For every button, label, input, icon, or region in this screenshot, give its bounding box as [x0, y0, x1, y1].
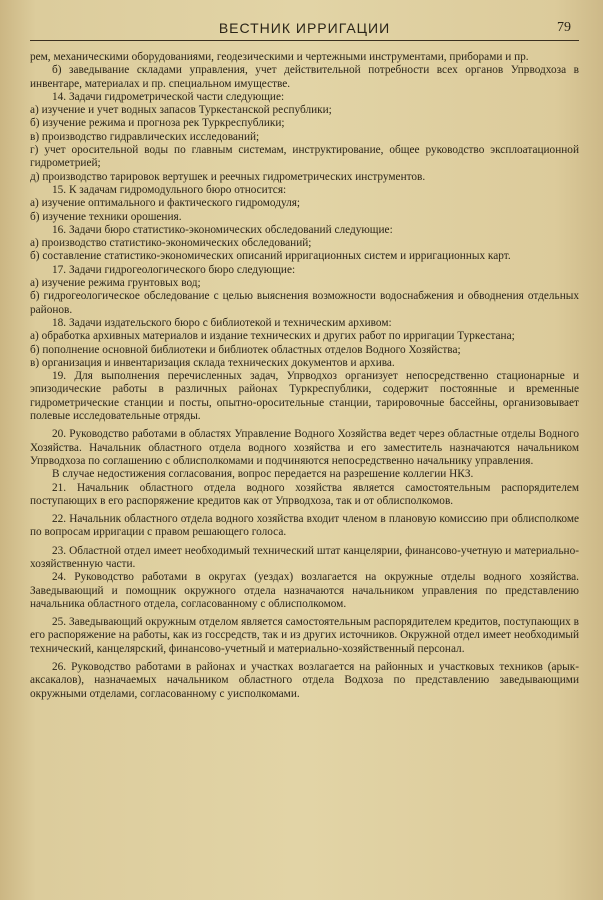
paragraph: 26. Руководство работами в районах и участках возлагается на районных и участковых техников (арык-аксакалов), назначаемых начальником областного отдела Водхоза по представлению заведывающими окружными отделами, согласованному с уисполкомами.	[30, 661, 579, 700]
paragraph: 16. Задачи бюро статистико-экономических обследований следующие:	[52, 223, 393, 236]
page-number: 79	[557, 20, 571, 35]
paragraph: 18. Задачи издательского бюро с библиотекой и техническим архивом:	[52, 316, 392, 329]
paragraph: 21. Начальник областного отдела водного хозяйства является самостоятельным распорядителем поступающих в его распоряжение кредитов как от Упрводхоза, так и от облисполкомов.	[30, 481, 579, 507]
paragraph: б) гидрогеологическое обследование с целью выяснения возможности водоснабжения и обводнения отдельных районов.	[30, 290, 579, 316]
paragraph: б) составление статистико-экономических описаний ирригационных систем и ирригационных карт.	[30, 250, 511, 263]
paragraph: а) изучение оптимального и фактического гидромодуля;	[30, 197, 301, 210]
body-text	[30, 51, 579, 701]
paragraph: рем, механическими оборудованиями, геодезическими и чертежными инструментами, приборами и пр.	[30, 51, 529, 63]
paragraph: б) изучение режима и прогноза рек Туркреспублики;	[30, 117, 285, 130]
journal-title: ВЕСТНИК ИРРИГАЦИИ	[218, 20, 391, 36]
paragraph: в) производство гидравлических исследований;	[30, 130, 260, 143]
paragraph: 15. К задачам гидромодульного бюро относится:	[52, 183, 287, 196]
paragraph: в) организация и инвентаризация склада технических документов и архива.	[30, 356, 395, 369]
paragraph: а) обработка архивных материалов и издание технических и других работ по ирригации Туркестана;	[30, 330, 515, 343]
running-head	[30, 14, 579, 41]
paragraph: а) изучение и учет водных запасов Туркестанской республики;	[30, 104, 332, 117]
paragraph: 19. Для выполнения перечисленных задач, Упрводхоз организует непосредственно стационарные и эпизодические работы в различных районах Туркреспублики, содержит постоянные и временные гидрометрические станции и посты, опытно-оросительные станции, тарировочные бассейны, организовывает полевые исследовательные отряды.	[30, 370, 579, 423]
paragraph: б) изучение техники орошения.	[30, 210, 182, 223]
paragraph: а) производство статистико-экономических обследований;	[30, 237, 312, 250]
paragraph: В случае недостижения согласования, вопрос передается на разрешение коллегии НКЗ.	[52, 468, 474, 481]
paragraph: 25. Заведывающий окружным отделом является самостоятельным распорядителем кредитов, поступающих в его распоряжение на работы, как из госсредств, так и из других источников. Окружной отдел имеет необходимый технический, канцелярский, финансово-учетный и материально-хозяйственный персонал.	[30, 616, 579, 655]
paragraph: б) пополнение основной библиотеки и библиотек областных отделов Водного Хозяйства;	[30, 343, 461, 356]
paragraph: а) изучение режима грунтовых вод;	[30, 277, 201, 290]
paragraph: б) заведывание складами управления, учет действительной потребности всех органов Упрводхоза в инвентаре, материалах и пр. специальном имуществе.	[30, 64, 579, 90]
paragraph: г) учет оросительной воды по главным системам, инструктирование, общее руководство эксплоатационной гидрометрией;	[30, 144, 579, 170]
paragraph: 14. Задачи гидрометрической части следующие:	[52, 90, 285, 103]
paragraph: д) производство тарировок вертушек и реечных гидрометрических инструментов.	[30, 170, 426, 183]
paragraph: 17. Задачи гидрогеологического бюро следующие:	[52, 263, 296, 276]
paragraph: 23. Областной отдел имеет необходимый технический штат канцелярии, финансово-учетную и материально-хозяйственную части.	[30, 544, 579, 570]
paragraph: 24. Руководство работами в округах (уездах) возлагается на окружные отделы водного хозяйства. Заведывающий и помощник окружного отдела назначаются начальником управления по представлению начальника областного отдела, согласованному с облисполкомом.	[30, 571, 579, 610]
paragraph: 22. Начальник областного отдела водного хозяйства входит членом в плановую комиссию при облисполкоме по вопросам ирригации с правом решающего голоса.	[30, 513, 579, 539]
paragraph: 20. Руководство работами в областях Управление Водного Хозяйства ведет через областные отделы Водного Хозяйства. Начальник областного отдела водного хозяйства и его заместитель назначаются начальником Упрводхоза по соглашению с облисполкомами и подчиняются непосредственно начальнику управления.	[30, 428, 579, 467]
